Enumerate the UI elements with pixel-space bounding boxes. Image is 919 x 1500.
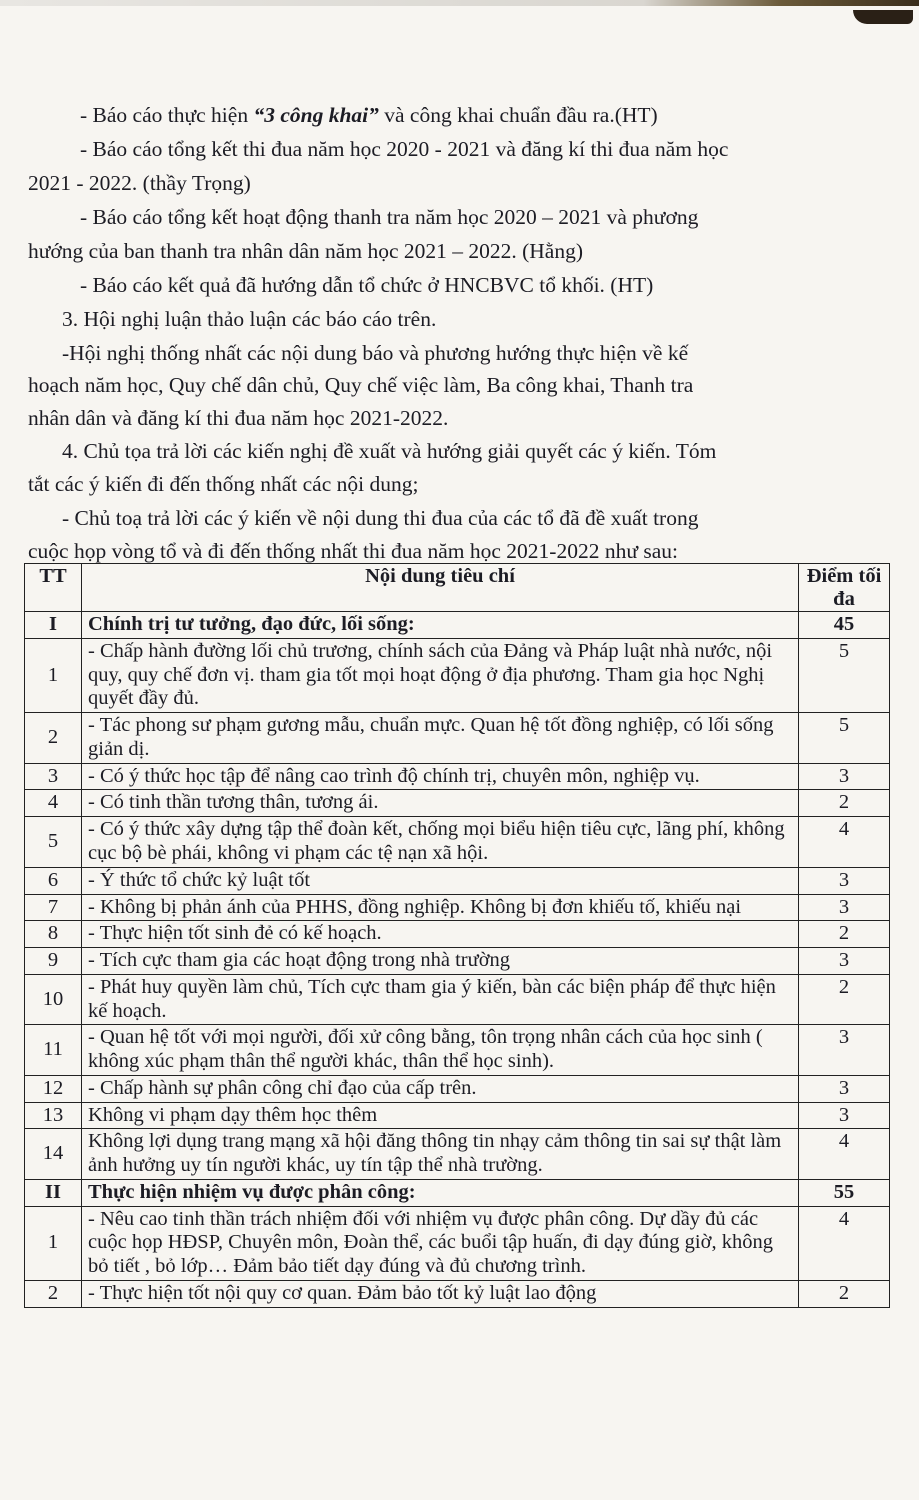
row-max-points: 4 <box>799 817 890 868</box>
paragraph-line: - Báo cáo kết quả đã hướng dẫn tổ chức ở HNCBVC tổ khối. (HT) <box>80 273 654 297</box>
row-max-points: 5 <box>799 713 890 764</box>
row-criterion: - Nêu cao tinh thần trách nhiệm đối với nhiệm vụ được phân công. Dự dầy đủ các cuộc họp HĐSP, Chuyên môn, Đoàn thể, các buổi tập huấn, đi dạy đúng giờ, không bỏ tiết , bỏ lớp… Đảm bảo tiết dạy đúng và đủ chương trình. <box>82 1206 799 1280</box>
row-criterion: - Chấp hành đường lối chủ trương, chính sách của Đảng và Pháp luật nhà nước, nội quy, quy chế đơn vị. tham gia tốt mọi hoạt động ở địa phương. Tham gia học Nghị quyết đầy đủ. <box>82 638 799 712</box>
row-number: 3 <box>25 763 82 790</box>
row-number: I <box>25 612 82 639</box>
row-number: 5 <box>25 817 82 868</box>
row-criterion: - Tác phong sư phạm gương mẫu, chuẩn mực. Quan hệ tốt đồng nghiệp, có lối sống giản dị. <box>82 713 799 764</box>
row-max-points: 3 <box>799 763 890 790</box>
row-number: 11 <box>25 1025 82 1076</box>
row-criterion: - Có tinh thần tương thân, tương ái. <box>82 790 799 817</box>
row-criterion: - Quan hệ tốt với mọi người, đối xử công bằng, tôn trọng nhân cách của học sinh ( không xúc phạm thân thể người khác, thân thể học sinh). <box>82 1025 799 1076</box>
page-top-edge <box>0 0 919 6</box>
row-max-points: 55 <box>799 1179 890 1206</box>
row-max-points: 45 <box>799 612 890 639</box>
table-row <box>25 894 890 921</box>
table-row <box>25 1206 890 1280</box>
row-max-points: 3 <box>799 1075 890 1102</box>
row-number: 2 <box>25 713 82 764</box>
row-max-points: 3 <box>799 894 890 921</box>
table-row <box>25 948 890 975</box>
table-row <box>25 790 890 817</box>
row-criterion: - Tích cực tham gia các hoạt động trong nhà trường <box>82 948 799 975</box>
row-criterion: Không vi phạm dạy thêm học thêm <box>82 1102 799 1129</box>
row-number: 10 <box>25 974 82 1025</box>
row-criterion: - Có ý thức học tập để nâng cao trình độ chính trị, chuyên môn, nghiệp vụ. <box>82 763 799 790</box>
row-max-points: 3 <box>799 1025 890 1076</box>
row-max-points: 3 <box>799 1102 890 1129</box>
paragraph-line: 2021 - 2022. (thầy Trọng) <box>28 171 251 195</box>
row-criterion: Chính trị tư tưởng, đạo đức, lối sống: <box>82 612 799 639</box>
row-number: 8 <box>25 921 82 948</box>
table-row <box>25 921 890 948</box>
row-criterion: - Thực hiện tốt sinh đẻ có kế hoạch. <box>82 921 799 948</box>
paragraph-line: 4. Chủ tọa trả lời các kiến nghị đề xuất và hướng giải quyết các ý kiến. Tóm <box>62 439 717 463</box>
table-header-row <box>25 564 890 612</box>
paragraph-line: nhân dân và đăng kí thi đua năm học 2021-2022. <box>28 406 449 430</box>
row-number: 6 <box>25 867 82 894</box>
row-number: 4 <box>25 790 82 817</box>
paragraph-line: - Báo cáo thực hiện “3 công khai” và công khai chuẩn đầu ra.(HT) <box>80 103 658 127</box>
row-max-points: 2 <box>799 921 890 948</box>
row-criterion: - Chấp hành sự phân công chỉ đạo của cấp trên. <box>82 1075 799 1102</box>
paragraph-line: -Hội nghị thống nhất các nội dung báo và phương hướng thực hiện về kế <box>62 341 689 365</box>
table-row <box>25 1025 890 1076</box>
table-row <box>25 1102 890 1129</box>
corner-ink-mark <box>853 10 913 24</box>
table-row <box>25 1129 890 1180</box>
row-max-points: 2 <box>799 974 890 1025</box>
row-criterion: Không lợi dụng trang mạng xã hội đăng thông tin nhạy cảm thông tin sai sự thật làm ảnh hưởng uy tín người khác, uy tín tập thể nhà trường. <box>82 1129 799 1180</box>
row-criterion: - Thực hiện tốt nội quy cơ quan. Đảm bảo tốt kỷ luật lao động <box>82 1281 799 1308</box>
section-row <box>25 612 890 639</box>
row-max-points: 3 <box>799 948 890 975</box>
row-number: II <box>25 1179 82 1206</box>
row-max-points: 2 <box>799 790 890 817</box>
paragraph-line: cuộc họp vòng tổ và đi đến thống nhất thi đua năm học 2021-2022 như sau: <box>28 539 678 563</box>
row-number: 1 <box>25 1206 82 1280</box>
table-row <box>25 974 890 1025</box>
row-number: 14 <box>25 1129 82 1180</box>
table-row <box>25 713 890 764</box>
table-row <box>25 1075 890 1102</box>
paragraph-line: 3. Hội nghị luận thảo luận các báo cáo trên. <box>62 307 437 331</box>
row-number: 12 <box>25 1075 82 1102</box>
header-tt: TT <box>25 564 82 612</box>
table-row <box>25 1281 890 1308</box>
paragraph-line: - Chủ toạ trả lời các ý kiến về nội dung thi đua của các tổ đã đề xuất trong <box>62 506 699 530</box>
row-criterion: - Không bị phản ánh của PHHS, đồng nghiệp. Không bị đơn khiếu tố, khiếu nại <box>82 894 799 921</box>
paragraph-line: tắt các ý kiến đi đến thống nhất các nội dung; <box>28 472 419 496</box>
header-content: Nội dung tiêu chí <box>82 564 799 612</box>
header-points: Điểm tối đa <box>799 564 890 612</box>
row-max-points: 3 <box>799 867 890 894</box>
row-criterion: Thực hiện nhiệm vụ được phân công: <box>82 1179 799 1206</box>
paragraph-line: hướng của ban thanh tra nhân dân năm học 2021 – 2022. (Hằng) <box>28 239 584 263</box>
paragraph-line: hoạch năm học, Quy chế dân chủ, Quy chế việc làm, Ba công khai, Thanh tra <box>28 373 694 397</box>
row-max-points: 4 <box>799 1206 890 1280</box>
paragraph-line: - Báo cáo tổng kết thi đua năm học 2020 - 2021 và đăng kí thi đua năm học <box>80 137 729 161</box>
row-number: 7 <box>25 894 82 921</box>
section-row <box>25 1179 890 1206</box>
criteria-table <box>24 563 890 1308</box>
row-criterion: - Ý thức tổ chức kỷ luật tốt <box>82 867 799 894</box>
row-number: 9 <box>25 948 82 975</box>
table-row <box>25 638 890 712</box>
table-row <box>25 817 890 868</box>
row-max-points: 2 <box>799 1281 890 1308</box>
row-criterion: - Phát huy quyền làm chủ, Tích cực tham gia ý kiến, bàn các biện pháp để thực hiện kế hoạch. <box>82 974 799 1025</box>
row-max-points: 5 <box>799 638 890 712</box>
table-row <box>25 763 890 790</box>
paragraph-line: - Báo cáo tổng kết hoạt động thanh tra năm học 2020 – 2021 và phương <box>80 205 699 229</box>
row-number: 1 <box>25 638 82 712</box>
row-number: 2 <box>25 1281 82 1308</box>
row-criterion: - Có ý thức xây dựng tập thể đoàn kết, chống mọi biểu hiện tiêu cực, lãng phí, không cục bộ bè phái, không vi phạm các tệ nạn xã hội. <box>82 817 799 868</box>
table-row <box>25 867 890 894</box>
row-max-points: 4 <box>799 1129 890 1180</box>
row-number: 13 <box>25 1102 82 1129</box>
